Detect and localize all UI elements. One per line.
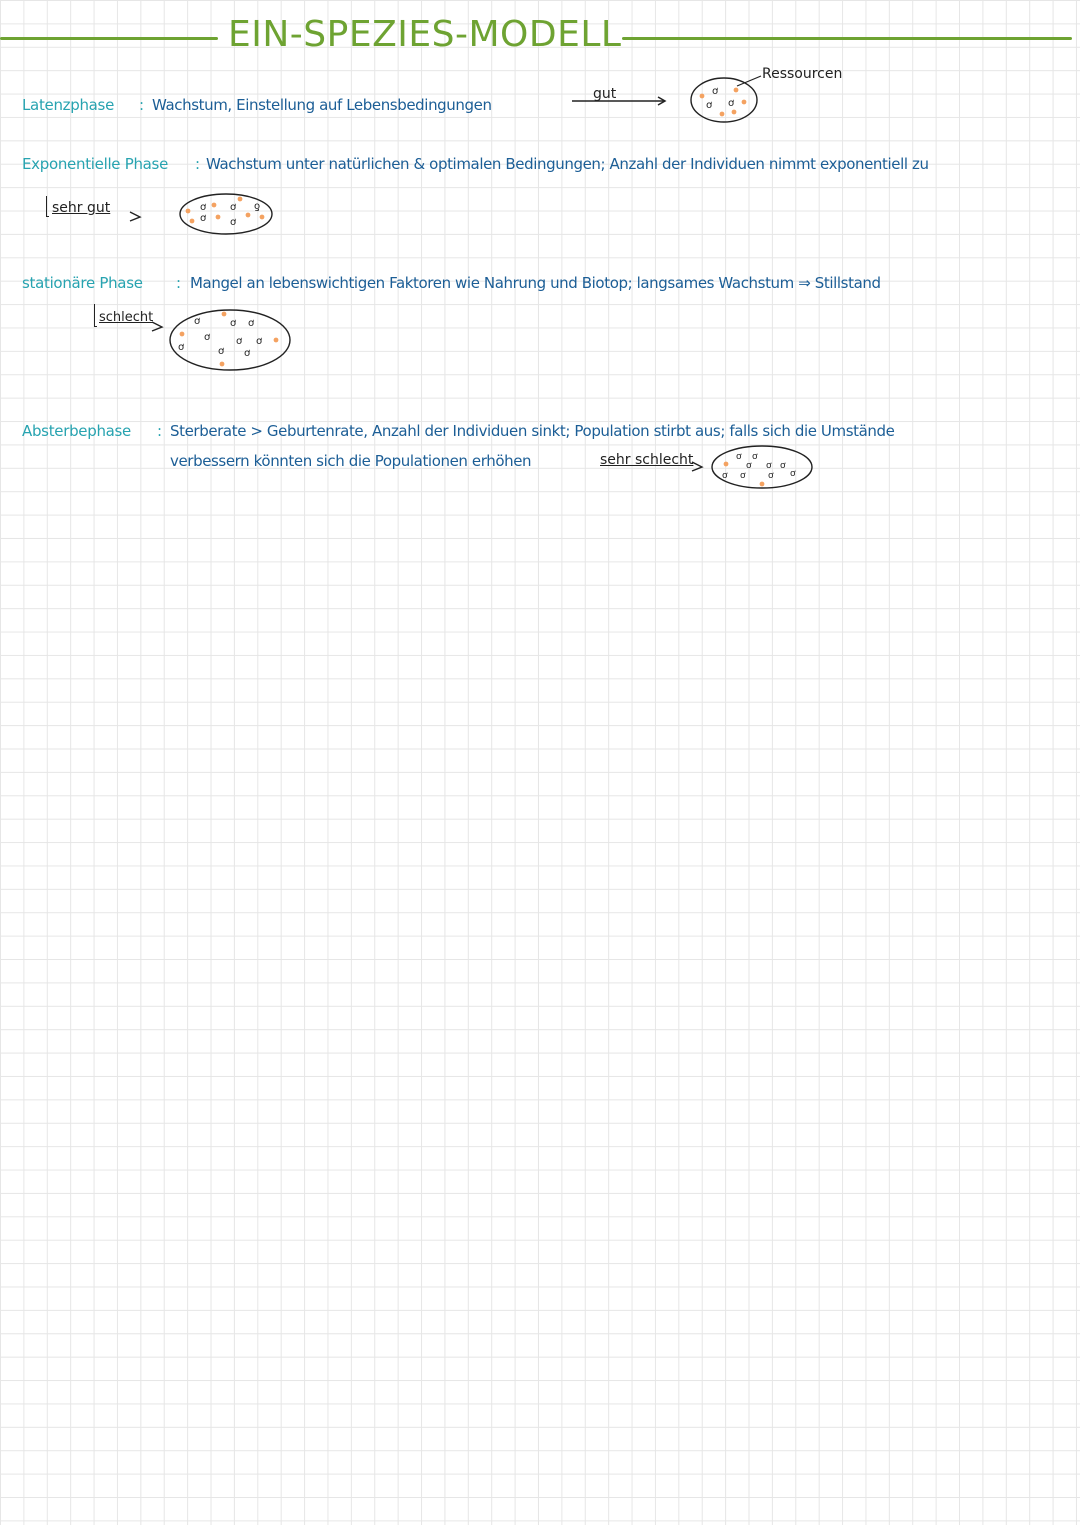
phase-label-latenz: Latenzphase xyxy=(22,96,115,114)
population-diagram-exponentiell xyxy=(178,191,276,237)
svg-text:ơ: ơ xyxy=(766,461,772,471)
condition-stationaer: schlecht xyxy=(99,310,154,325)
svg-text:ơ: ơ xyxy=(218,346,225,357)
phase-label-exponentiell: Exponentielle Phase xyxy=(22,155,168,173)
phase-text-stationaer: Mangel an lebenswichtigen Faktoren wie Nahrung und Biotop; langsames Wachstum ⇒ Stillstand xyxy=(190,274,881,292)
svg-text:ơ: ơ xyxy=(712,86,719,97)
svg-text:ơ: ơ xyxy=(728,98,735,109)
phase-text-latenz: Wachstum, Einstellung auf Lebensbedingungen xyxy=(152,96,492,114)
phase-separator: : xyxy=(176,274,181,292)
svg-text:ơ: ơ xyxy=(248,318,255,329)
svg-text:ơ: ơ xyxy=(244,348,251,359)
population-diagram-latenz xyxy=(690,76,760,124)
phase-text-absterbe: Sterberate > Geburtenrate, Anzahl der Individuen sinkt; Population stirbt aus; falls sich die Umstände xyxy=(170,422,895,440)
svg-text:ơ: ơ xyxy=(194,316,201,327)
svg-text:ơ: ơ xyxy=(736,452,742,462)
svg-text:ơ: ơ xyxy=(200,213,207,224)
svg-text:ơ: ơ xyxy=(230,202,237,213)
phase-text-exponentiell: Wachstum unter natürlichen & optimalen Bedingungen; Anzahl der Individuen nimmt exponentiell zu xyxy=(206,155,929,173)
arrow-latenz xyxy=(572,96,672,108)
svg-text:ơ: ơ xyxy=(236,336,243,347)
svg-text:ơ: ơ xyxy=(790,469,796,479)
svg-text:ơ: ơ xyxy=(768,471,774,481)
condition-bracket xyxy=(46,196,49,217)
svg-text:ơ: ơ xyxy=(752,452,758,462)
condition-latenz: gut xyxy=(593,86,617,102)
svg-text:ơ: ơ xyxy=(230,217,237,228)
svg-text:ơ: ơ xyxy=(230,318,237,329)
population-diagram-stationaer xyxy=(168,306,294,372)
condition-bracket xyxy=(94,304,97,327)
population-diagram-absterbe xyxy=(710,444,816,490)
svg-text:ơ: ơ xyxy=(178,342,185,353)
phase-label-stationaer: stationäre Phase xyxy=(22,274,143,292)
arrow-exponentiell xyxy=(128,210,144,222)
phase-separator: : xyxy=(157,422,162,440)
phase-text-absterbe-continued: verbessern könnten sich die Populationen erhöhen xyxy=(170,452,532,470)
svg-text:ơ: ơ xyxy=(780,461,786,471)
arrow-absterbe xyxy=(690,460,706,472)
svg-text:ơ: ơ xyxy=(200,202,207,213)
svg-text:ơ: ơ xyxy=(746,461,752,471)
phase-separator: : xyxy=(139,96,144,114)
svg-text:ơ: ơ xyxy=(740,471,746,481)
svg-text:ƍ: ƍ xyxy=(254,201,261,212)
page-title: EIN-SPEZIES-MODELL xyxy=(228,14,622,55)
arrow-stationaer xyxy=(150,320,166,332)
svg-text:ơ: ơ xyxy=(204,332,211,343)
title-rule-right xyxy=(622,37,1072,40)
condition-absterbe: sehr schlecht xyxy=(600,452,694,468)
svg-text:ơ: ơ xyxy=(722,471,728,481)
phase-separator: : xyxy=(195,155,200,173)
svg-text:ơ: ơ xyxy=(706,100,713,111)
svg-text:ơ: ơ xyxy=(256,336,263,347)
title-rule-left xyxy=(0,37,218,40)
resource-annotation: Ressourcen xyxy=(762,66,843,82)
condition-exponentiell: sehr gut xyxy=(52,200,111,216)
phase-label-absterbe: Absterbephase xyxy=(22,422,131,440)
